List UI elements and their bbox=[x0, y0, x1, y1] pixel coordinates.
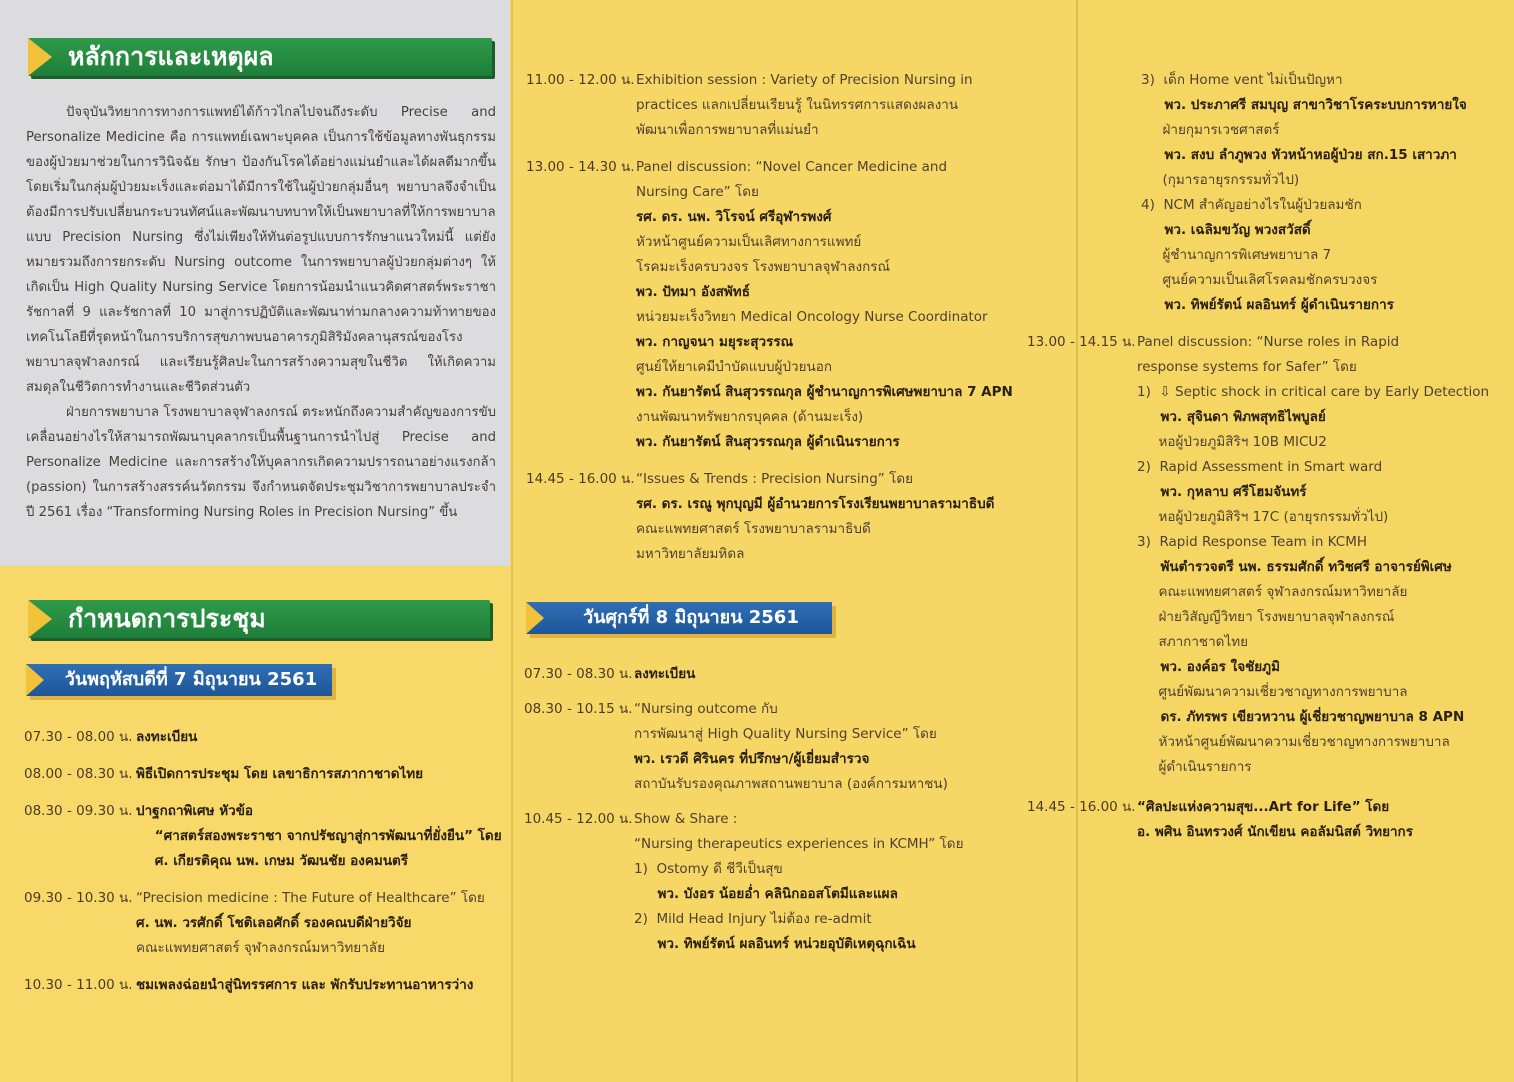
session-time: 07.30 - 08.30 น. bbox=[524, 666, 633, 682]
session-line: พว. ปัทมา อังสพัทธ์ bbox=[636, 284, 750, 300]
session-line: Exhibition session : Variety of Precision Nursing in bbox=[636, 72, 973, 88]
day2-banner: วันศุกร์ที่ 8 มิถุนายน 2561 bbox=[526, 602, 832, 634]
session-line: พว. สุจินดา พิภพสุทธิไพบูลย์ bbox=[1137, 409, 1326, 425]
session-time: 09.30 - 10.30 น. bbox=[24, 890, 133, 906]
session-line: พัฒนาเพื่อการพยาบาลที่แม่นยำ bbox=[636, 122, 819, 138]
list-line: พว. เฉลิมขวัญ พวงสวัสดิ์ bbox=[1141, 222, 1311, 238]
session-line: รศ. ดร. เรณู พุกบุญมี ผู้อำนวยการโรงเรียนพยาบาลรามาธิบดี bbox=[636, 496, 995, 512]
principles-heading: หลักการและเหตุผล bbox=[28, 38, 492, 76]
session-time: 11.00 - 12.00 น. bbox=[526, 72, 635, 88]
fold-line bbox=[511, 0, 513, 1082]
session-line: 1) Ostomy ดี ชีวีเป็นสุข bbox=[634, 861, 783, 877]
session-line: “Nursing outcome กับ bbox=[634, 701, 778, 717]
session-detail bbox=[634, 807, 963, 957]
session-line: “Precision medicine : The Future of Healthcare” โดย bbox=[136, 890, 485, 906]
session-detail bbox=[1137, 795, 1413, 845]
session-line: 3) Rapid Response Team in KCMH bbox=[1137, 534, 1368, 550]
session-time: 10.45 - 12.00 น. bbox=[524, 811, 633, 827]
session-line: รศ. ดร. นพ. วิโรจน์ ศรีอุฬารพงศ์ bbox=[636, 209, 832, 225]
session-line: คณะแพทยศาสตร์ โรงพยาบาลรามาธิบดี bbox=[636, 521, 871, 537]
session-time: 14.45 - 16.00 น. bbox=[1027, 799, 1136, 815]
session-detail bbox=[634, 697, 948, 797]
session-line: พว. องค์อร ใจชัยภูมิ bbox=[1137, 659, 1280, 675]
session-line: ดร. ภัทรพร เขียวหวาน ผู้เชี่ยวชาญพยาบาล 8 APN bbox=[1137, 709, 1465, 725]
session-detail bbox=[136, 886, 485, 961]
session-line: “ศิลปะแห่งความสุข...Art for Life” โดย bbox=[1137, 799, 1390, 815]
session-line: ลงทะเบียน bbox=[634, 666, 696, 682]
session-detail bbox=[636, 155, 1013, 455]
session-detail bbox=[634, 662, 695, 687]
intro-paragraph: ฝ่ายการพยาบาล โรงพยาบาลจุฬาลงกรณ์ ตระหนักถึงความสำคัญของการขับเคลื่อนอย่างไรให้สามารถพัฒนาบุคลากรเป็นพื้นฐานการนำไปสู่ Precise and Personalize Medicine และการสร้างให้บุคลากรเกิดความปรารถนาอย่างแรงกล้า (passion) ในการสร้างสรรค์นวัตกรรม จึงกำหนดจัดประชุมวิชาการพยาบาลประจำปี 2561 เรื่อง “Transforming Nursing Roles in Precision Nursing” ขึ้น bbox=[26, 405, 496, 520]
session-line: ปาฐกถาพิเศษ หัวข้อ bbox=[136, 803, 254, 819]
session-line: ศ. เกียรติคุณ นพ. เกษม วัฒนชัย องคมนตรี bbox=[136, 853, 409, 869]
session-line: การพัฒนาสู่ High Quality Nursing Service” โดย bbox=[634, 726, 937, 742]
session-detail bbox=[636, 467, 994, 567]
intro-text bbox=[26, 100, 496, 525]
session-line: ลงทะเบียน bbox=[136, 729, 198, 745]
list-line: ฝ่ายกุมารเวชศาสตร์ bbox=[1141, 122, 1280, 138]
session-detail bbox=[636, 68, 973, 143]
session-line: หอผู้ป่วยภูมิสิริฯ 10B MICU2 bbox=[1137, 434, 1327, 450]
session-line: “ศาสตร์สองพระราชา จากปรัชญาสู่การพัฒนาที่ยั่งยืน” โดย bbox=[136, 828, 502, 844]
session-time: 07.30 - 08.00 น. bbox=[24, 729, 133, 745]
middle-panel bbox=[512, 0, 1077, 1082]
session-line: พว. ทิพย์รัตน์ ผลอินทร์ หน่วยอุบัติเหตุฉุกเฉิน bbox=[634, 936, 916, 952]
session-line: มหาวิทยาลัยมหิดล bbox=[636, 546, 745, 562]
session-detail bbox=[1137, 330, 1489, 780]
session-detail bbox=[136, 725, 197, 750]
session-line: พว. กาญจนา มยุระสุวรรณ bbox=[636, 334, 794, 350]
right-panel bbox=[1027, 0, 1514, 1082]
session-line: ศ. นพ. วรศักดิ์ โชติเลอศักดิ์ รองคณบดีฝ่ายวิจัย bbox=[136, 915, 412, 931]
list-line: พว. ทิพย์รัตน์ ผลอินทร์ ผู้ดำเนินรายการ bbox=[1141, 297, 1394, 313]
session-line: อ. พศิน อินทรวงศ์ นักเขียน คอลัมนิสต์ วิทยากร bbox=[1137, 824, 1413, 840]
session-line: ศูนย์ให้ยาเคมีบำบัดแบบผู้ป่วยนอก bbox=[636, 359, 833, 375]
arrow-icon bbox=[28, 600, 52, 638]
session-line: 1) ⇩ Septic shock in critical care by Early Detection bbox=[1137, 384, 1490, 400]
fold-line bbox=[1076, 0, 1078, 1082]
session-time: 08.30 - 10.15 น. bbox=[524, 701, 633, 717]
arrow-icon bbox=[28, 38, 52, 76]
session-line: response systems for Safer” โดย bbox=[1137, 359, 1357, 375]
session-line: พันตำรวจตรี นพ. ธรรมศักดิ์ ทวิชศรี อาจารย์พิเศษ bbox=[1137, 559, 1452, 575]
session-detail bbox=[136, 799, 502, 874]
list-line: ศูนย์ความเป็นเลิศโรคลมชักครบวงจร bbox=[1141, 272, 1378, 288]
session-line: โรคมะเร็งครบวงจร โรงพยาบาลจุฬาลงกรณ์ bbox=[636, 259, 891, 275]
session-line: งานพัฒนาทรัพยากรบุคคล (ด้านมะเร็ง) bbox=[636, 409, 864, 425]
session-line: ชมเพลงฉ่อยนำสู่นิทรรศการ และ พักรับประทานอาหารว่าง bbox=[136, 977, 474, 993]
session-line: พว. บังอร น้อยอ่ำ คลินิกออสโตมีและแผล bbox=[634, 886, 898, 902]
session-detail bbox=[136, 762, 423, 787]
session-line: พว. กุหลาบ ศรีโฮมจันทร์ bbox=[1137, 484, 1307, 500]
session-time: 08.30 - 09.30 น. bbox=[24, 803, 133, 819]
session-line: หน่วยมะเร็งวิทยา Medical Oncology Nurse Coordinator bbox=[636, 309, 988, 325]
session-line: คณะแพทยศาสตร์ จุฬาลงกรณ์มหาวิทยาลัย bbox=[1137, 584, 1408, 600]
session-detail bbox=[136, 973, 473, 998]
session-line: Panel discussion: “Nurse roles in Rapid bbox=[1137, 334, 1400, 350]
session-line: ศูนย์พัฒนาความเชี่ยวชาญทางการพยาบาล bbox=[1137, 684, 1408, 700]
session-line: พว. กันยารัตน์ สินสุวรรณกุล ผู้ชำนาญการพิเศษพยาบาล 7 APN bbox=[636, 384, 1013, 400]
session-time: 13.00 - 14.30 น. bbox=[526, 159, 635, 175]
session-line: หอผู้ป่วยภูมิสิริฯ 17C (อายุรกรรมทั่วไป) bbox=[1137, 509, 1389, 525]
list-line: พว. ประภาศรี สมบุญ สาขาวิชาโรคระบบการหายใจ bbox=[1141, 97, 1467, 113]
arrow-icon bbox=[526, 602, 544, 634]
session-line: practices แลกเปลี่ยนเรียนรู้ ในนิทรรศการแสดงผลงาน bbox=[636, 97, 959, 113]
session-line: “Nursing therapeutics experiences in KCMH” โดย bbox=[634, 836, 964, 852]
session-line: Panel discussion: “Novel Cancer Medicine and bbox=[636, 159, 948, 175]
session-line: หัวหน้าศูนย์พัฒนาความเชี่ยวชาญทางการพยาบาล bbox=[1137, 734, 1450, 750]
intro-paragraph: ปัจจุบันวิทยาการทางการแพทย์ได้ก้าวไกลไปจนถึงระดับ Precise and Personalize Medicine คือ การแพทย์เฉพาะบุคคล เป็นการใช้ข้อมูลทางพันธุกรรมของผู้ป่วยมาช่วยในการวินิจฉัย รักษา ป้องกันโรคได้อย่างแม่นยำและได้ผลดีมากขึ้น โดยเริ่มในกลุ่มผู้ป่วยมะเร็งและต่อมาได้มีการใช้ในผู้ป่วยกลุ่มอื่นๆ พยาบาลจึงจำเป็นต้องมีการปรับเปลี่ยนกระบวนทัศน์และพัฒนาบทบาทให้เป็นพยาบาลที่ให้การพยาบาลแบบ Precision Nursing ซึ่งไม่เพียงให้ทันต่อรูปแบบการรักษาแนวใหม่นี้ แต่ยังหมายรวมถึงการยกระดับ Nursing outcome ในการพยาบาลผู้ป่วยกลุ่มต่างๆ ให้เกิดเป็น High Quality Nursing Service โดยการน้อมนำแนวคิดศาสตร์พระราชารัชกาลที่ 9 และรัชกาลที่ 10 มาสู่การปฏิบัติและพัฒนาท่ามกลางความท้าทายของเทคโนโลยีที่รุดหน้าในการบริการสุขภาพบนอาคารภูมิสิริมังคลานุสรณ์ของโรงพยาบาลจุฬาลงกรณ์ และเรียนรู้ศิลปะในการสร้างความสุขในชีวิต ให้เกิดความสมดุลในชีวิตการทำงานและชีวิตส่วนตัว bbox=[26, 105, 496, 395]
session-line: พิธีเปิดการประชุม โดย เลขาธิการสภากาชาดไทย bbox=[136, 766, 424, 782]
session-time: 14.45 - 16.00 น. bbox=[526, 471, 635, 487]
session-line: “Issues & Trends : Precision Nursing” โดย bbox=[636, 471, 914, 487]
schedule-heading: กำหนดการประชุม bbox=[28, 600, 490, 638]
session-time: 08.00 - 08.30 น. bbox=[24, 766, 133, 782]
session-line: ฝ่ายวิสัญญีวิทยา โรงพยาบาลจุฬาลงกรณ์ bbox=[1137, 609, 1395, 625]
session-line: พว. เรวดี ศิรินคร ที่ปรึกษา/ผู้เยี่ยมสำรวจ bbox=[634, 751, 870, 767]
left-panel bbox=[0, 0, 512, 1082]
session-line: หัวหน้าศูนย์ความเป็นเลิศทางการแพทย์ bbox=[636, 234, 862, 250]
session-line: 2) Rapid Assessment in Smart ward bbox=[1137, 459, 1383, 475]
session-line: พว. กันยารัตน์ สินสุวรรณกุล ผู้ดำเนินรายการ bbox=[636, 434, 900, 450]
list-line: ผู้ชำนาญการพิเศษพยาบาล 7 bbox=[1141, 247, 1332, 263]
session-line: Show & Share : bbox=[634, 811, 738, 827]
session-line: ผู้ดำเนินรายการ bbox=[1137, 759, 1252, 775]
session-line: 2) Mild Head Injury ไม่ต้อง re-admit bbox=[634, 911, 872, 927]
session-line: สภากาชาดไทย bbox=[1137, 634, 1249, 650]
list-line: 3) เด็ก Home vent ไม่เป็นปัญหา bbox=[1141, 72, 1343, 88]
session-time: 13.00 - 14.15 น. bbox=[1027, 334, 1136, 350]
session-line: คณะแพทยศาสตร์ จุฬาลงกรณ์มหาวิทยาลัย bbox=[136, 940, 385, 956]
session-time: 10.30 - 11.00 น. bbox=[24, 977, 133, 993]
list-line: (กุมารอายุรกรรมทั่วไป) bbox=[1141, 172, 1300, 188]
session-line: Nursing Care” โดย bbox=[636, 184, 759, 200]
list-line: 4) NCM สำคัญอย่างไรในผู้ป่วยลมชัก bbox=[1141, 197, 1362, 213]
day1-banner: วันพฤหัสบดีที่ 7 มิถุนายน 2561 bbox=[26, 664, 332, 696]
session-line: สถาบันรับรองคุณภาพสถานพยาบาล (องค์การมหาชน) bbox=[634, 776, 948, 792]
arrow-icon bbox=[26, 664, 44, 696]
list-line: พว. สงบ ลำภูพวง หัวหน้าหอผู้ป่วย สก.15 เสาวภา bbox=[1141, 147, 1457, 163]
